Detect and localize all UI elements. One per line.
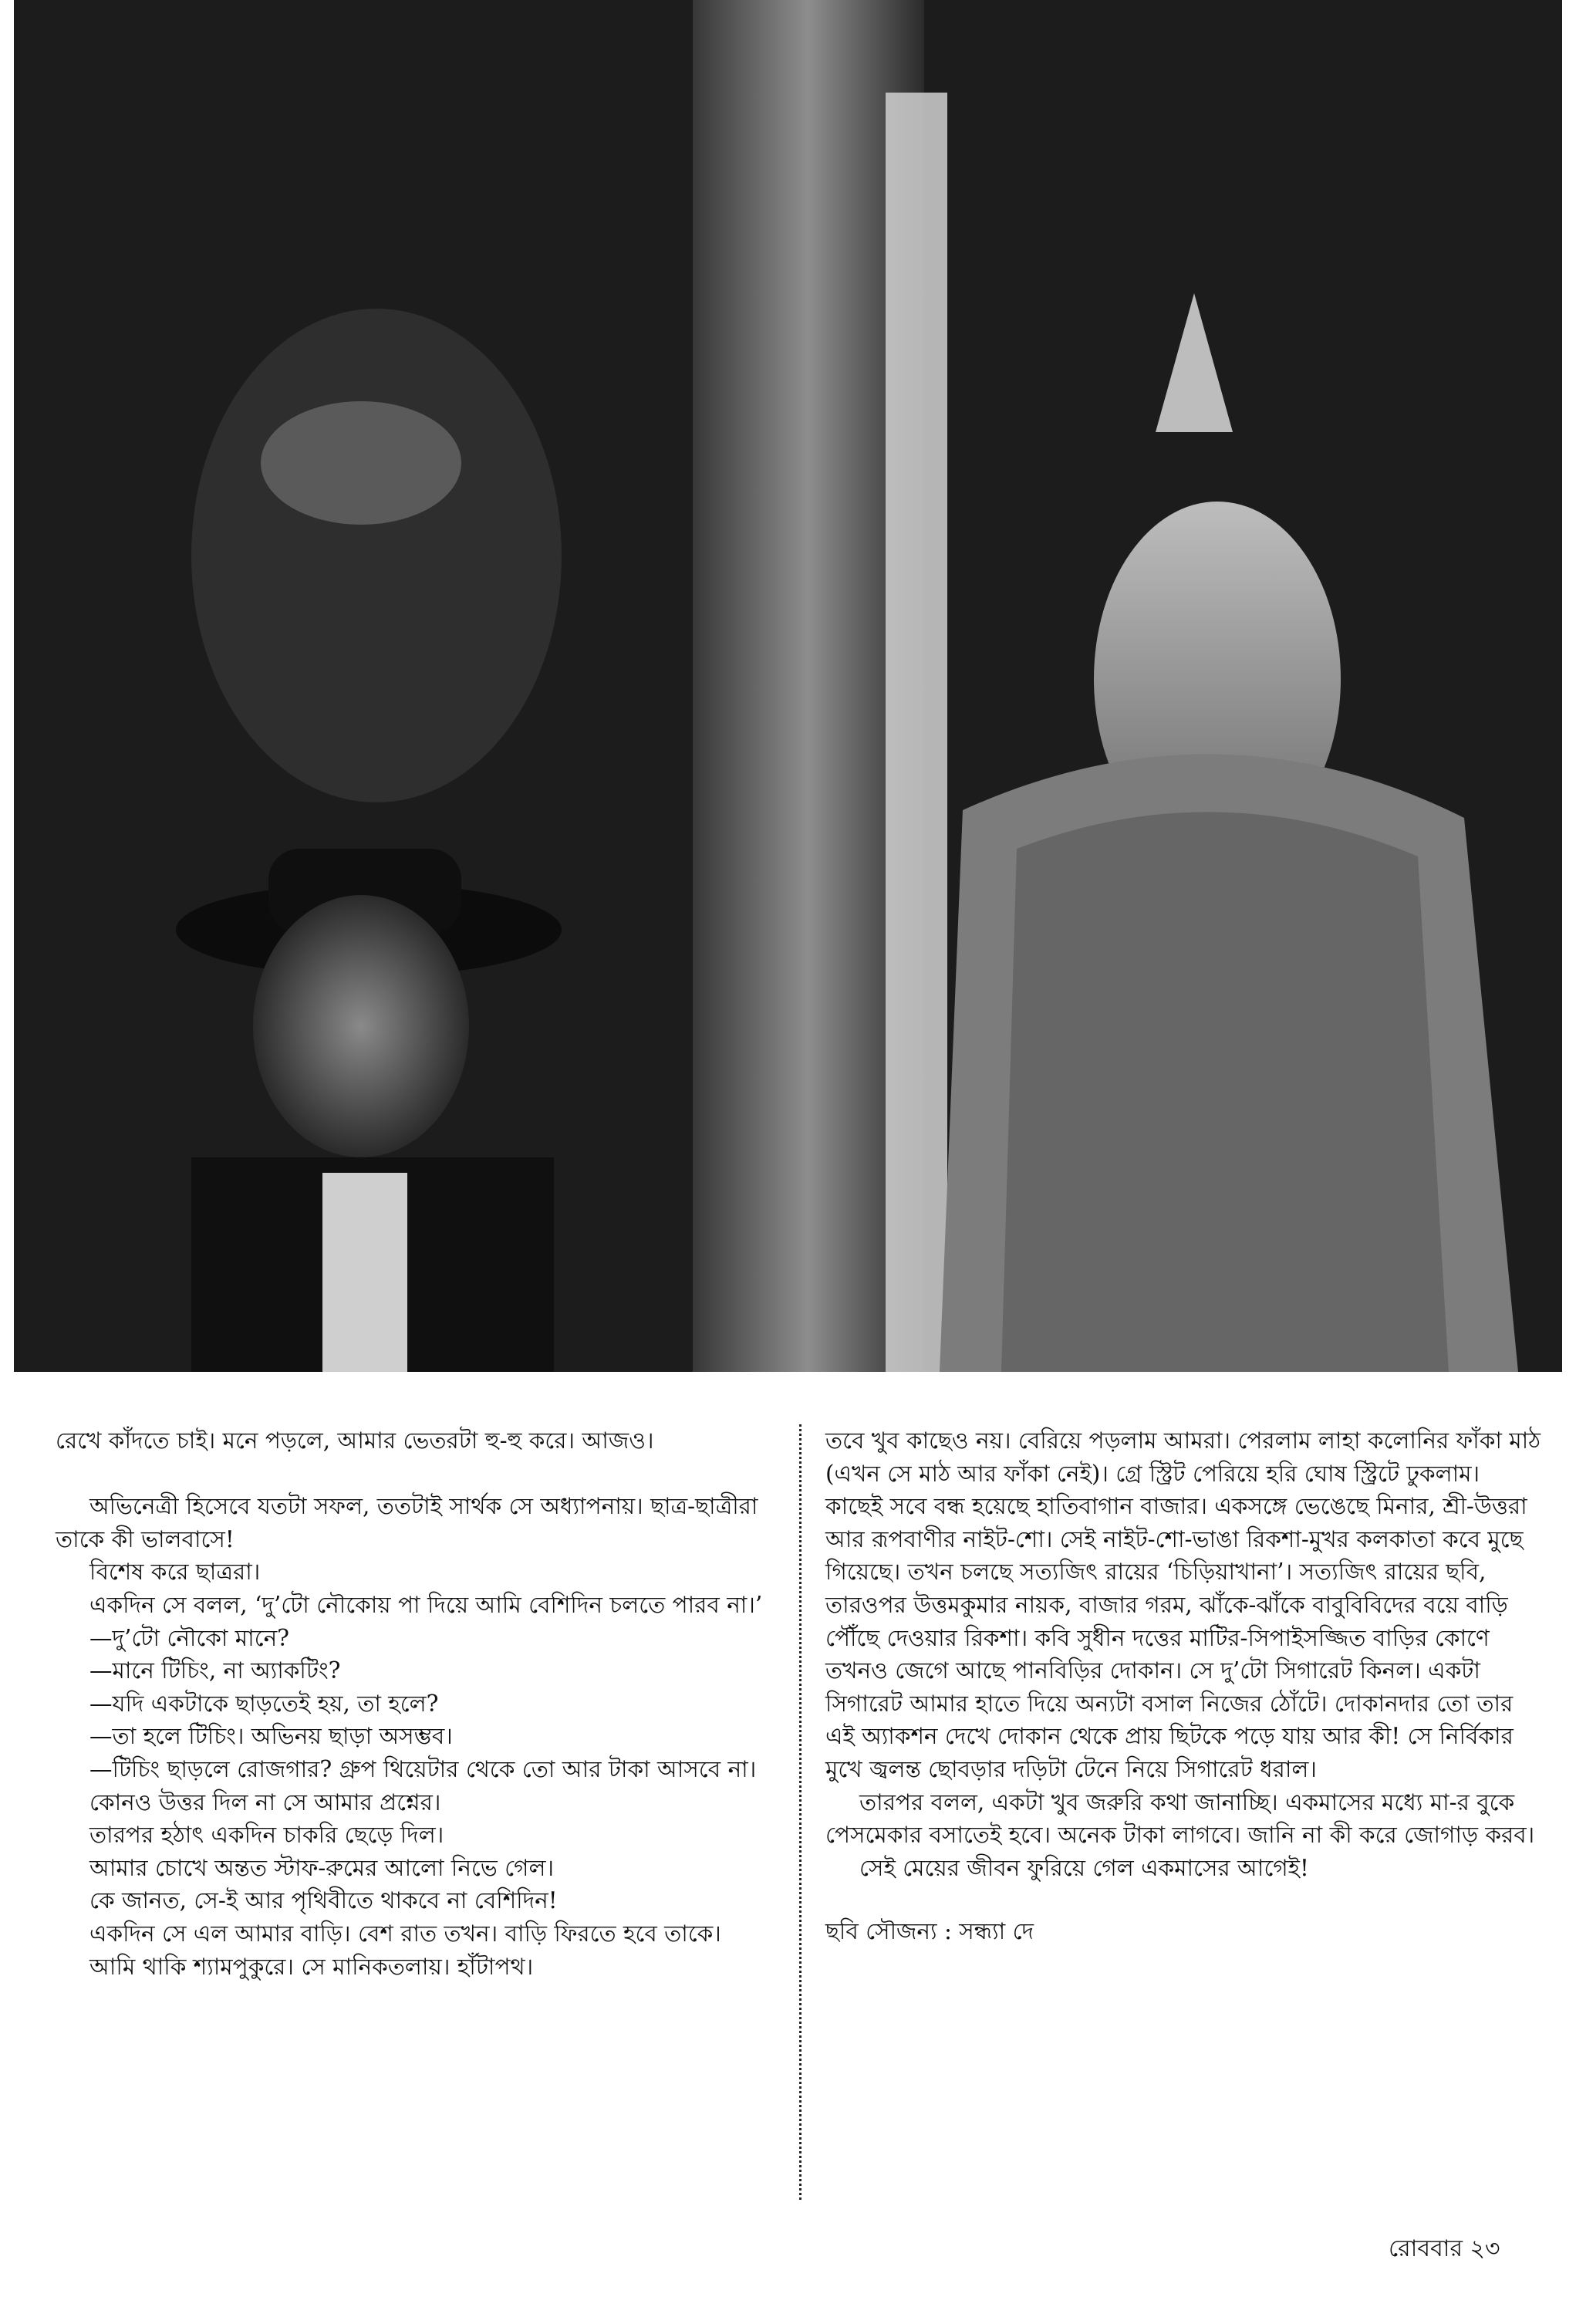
column-divider — [799, 1424, 801, 2200]
paragraph: তারপর বলল, একটা খুব জরুরি কথা জানাচ্ছি। একমাসের মধ্যে মা-র বুকে পেসমেকার বসাতেই হবে। অনেক টাকা লাগবে। জানি না কী করে জোগাড় করব। — [825, 1789, 1535, 1849]
paragraph: তবে খুব কাছেও নয়। বেরিয়ে পড়লাম আমরা। পেরলাম লাহা কলোনির ফাঁকা মাঠ (এখন সে মাঠ আর ফাঁকা নেই)। গ্রে স্ট্রিট পেরিয়ে হরি ঘোষ স্ট্রিটে ঢুকলাম। কাছেই সবে বন্ধ হয়েছে হাতিবাগান বাজার। একসঙ্গে ভেঙেছে মিনার, শ্রী-উত্তরা আর রূপবাণীর নাইট-শো। সেই নাইট-শো-ভাঙা রিকশা-মুখর কলকাতা কবে মুছে গিয়েছে। তখন চলছে সত্যজিৎ রায়ের ‘চিড়িয়াখানা’। সত্যজিৎ রায়ের ছবি, তারওপর উত্তমকুমার নায়ক, বাজার গরম, ঝাঁকে-ঝাঁকে বাবুবিবিদের বয়ে বাড়ি পৌঁছে দেওয়ার রিকশা। কবি সুধীন দত্তের মাটির-সিপাইসজ্জিত বাড়ির কোণে তখনও জেগে আছে পানবিড়ির দোকান। সে দু’টো সিগারেট কিনল। একটা সিগারেট আমার হাতে দিয়ে অন্যটা বসাল নিজের ঠোঁটে। দোকানদার তো তার এই অ্যাকশন দেখে দোকান থেকে প্রায় ছিটকে পড়ে যায় আর কী! সে নির্বিকার মুখে জ্বলন্ত ছোবড়ার দড়িটা টেনে নিয়ে সিগারেট ধরাল। — [825, 1427, 1541, 1782]
page-footer: রোববার ২৩ — [1389, 2235, 1500, 2262]
paragraph: একদিন সে বলল, ‘দু’টো নৌকোয় পা দিয়ে আমি বেশিদিন চলতে পারব না।’ — [89, 1591, 763, 1618]
paragraph: আমার চোখে অন্তত স্টাফ-রুমের আলো নিভে গেল। — [89, 1854, 554, 1881]
stage-photo-icon — [14, 0, 1562, 1372]
paragraph: একদিন সে এল আমার বাড়ি। বেশ রাত তখন। বাড়ি ফিরতে হবে তাকে। — [89, 1920, 721, 1947]
paragraph: অভিনেত্রী হিসেবে যতটা সফল, ততটাই সার্থক সে অধ্যাপনায়। ছাত্র-ছাত্রীরা তাকে কী ভালবাসে! — [56, 1493, 758, 1552]
paragraph: —মানে টিচিং, না অ্যাকটিং? — [89, 1657, 341, 1684]
paragraph: সেই মেয়ের জীবন ফুরিয়ে গেল একমাসের আগেই! — [859, 1854, 1309, 1881]
paragraph: —টিচিং ছাড়লে রোজগার? গ্রুপ থিয়েটার থেকে তো আর টাকা আসবে না। — [89, 1755, 757, 1782]
paragraph: —দু’টো নৌকো মানে? — [89, 1624, 290, 1651]
paragraph — [56, 1458, 800, 1491]
paragraph: —যদি একটাকে ছাড়তেই হয়, তা হলে? — [89, 1690, 439, 1717]
right-column — [825, 1424, 1543, 1948]
paragraph: —তা হলে টিচিং। অভিনয় ছাড়া অসম্ভব। — [89, 1723, 453, 1750]
paragraph: কোনও উত্তর দিল না সে আমার প্রশ্নের। — [89, 1789, 441, 1816]
paragraph: বিশেষ করে ছাত্ররা। — [89, 1559, 261, 1586]
stage-photo — [14, 0, 1562, 1372]
paragraph: আমি থাকি শ্যামপুকুরে। সে মানিকতলায়। হাঁটাপথ। — [89, 1953, 534, 1980]
left-column — [56, 1424, 800, 1983]
paragraph: কে জানত, সে-ই আর পৃথিবীতে থাকবে না বেশিদিন! — [89, 1887, 558, 1914]
photo-credit: ছবি সৌজন্য : সন্ধ্যা দে — [825, 1918, 1034, 1945]
paragraph: তারপর হঠাৎ একদিন চাকরি ছেড়ে দিল। — [89, 1822, 444, 1849]
paragraph: রেখে কাঁদতে চাই। মনে পড়লে, আমার ভেতরটা হু-হু করে। আজও। — [56, 1427, 654, 1454]
